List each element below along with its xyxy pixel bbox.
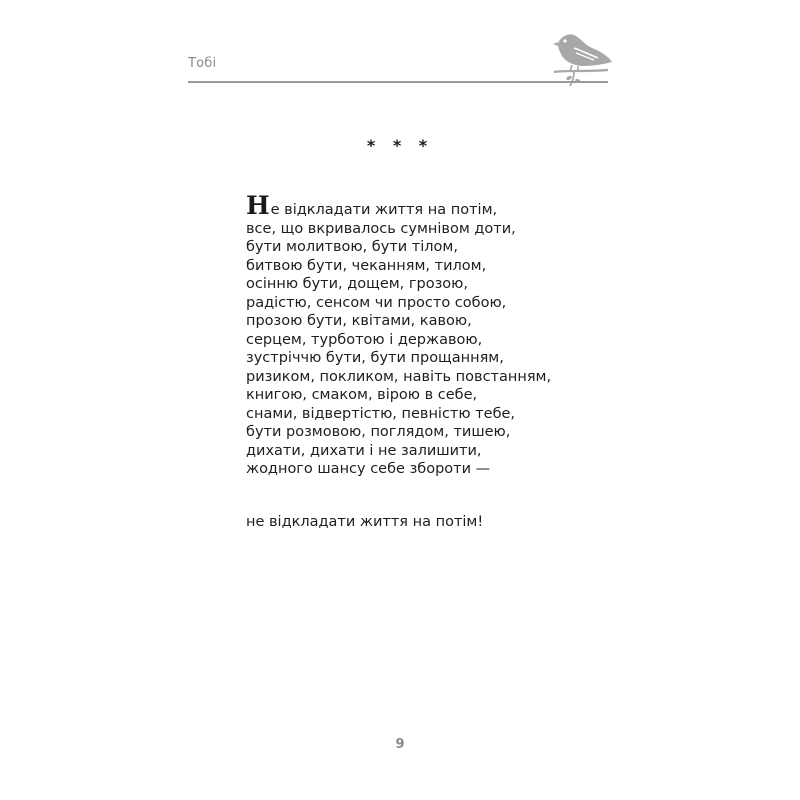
poem-line: бути розмовою, поглядом, тишею, <box>246 424 511 440</box>
header-rule <box>188 81 608 83</box>
poem-line: снами, відвертістю, певністю тебе, <box>246 405 516 422</box>
page-number: 9 <box>395 737 405 752</box>
poem-line: бути молитвою, бути тілом, <box>246 239 458 255</box>
poem-line: книгою, смаком, вірою в себе, <box>246 387 478 403</box>
poem-final-line: не відкладати життя на потім! <box>246 513 484 530</box>
drop-cap: Н <box>246 191 270 220</box>
running-title: Тобі <box>188 56 217 71</box>
poem-first-line <box>246 191 551 220</box>
poem-line: все, що вкривалось сумнівом доти, <box>246 220 516 237</box>
poem-line: жодного шансу себе збороти — <box>246 461 491 477</box>
poem-line: битвою бути, чеканням, тилом, <box>246 257 487 274</box>
poem-line: ризиком, покликом, навіть повстанням, <box>246 368 552 385</box>
section-separator: * * * <box>366 136 434 155</box>
poem-line: осінню бути, дощем, грозою, <box>246 276 468 292</box>
poem-line: дихати, дихати і не залишити, <box>246 442 482 459</box>
poem-first-line-text: е відкладати життя на потім, <box>270 202 498 218</box>
poem-line: прозою бути, квітами, кавою, <box>246 313 472 329</box>
poem-body <box>246 193 551 531</box>
poem-line: серцем, турботою і державою, <box>246 331 483 348</box>
poem-line: радістю, сенсом чи просто собою, <box>246 294 507 311</box>
poem-line: зустріччю бути, бути прощанням, <box>246 350 504 366</box>
stanza-gap <box>246 479 551 513</box>
